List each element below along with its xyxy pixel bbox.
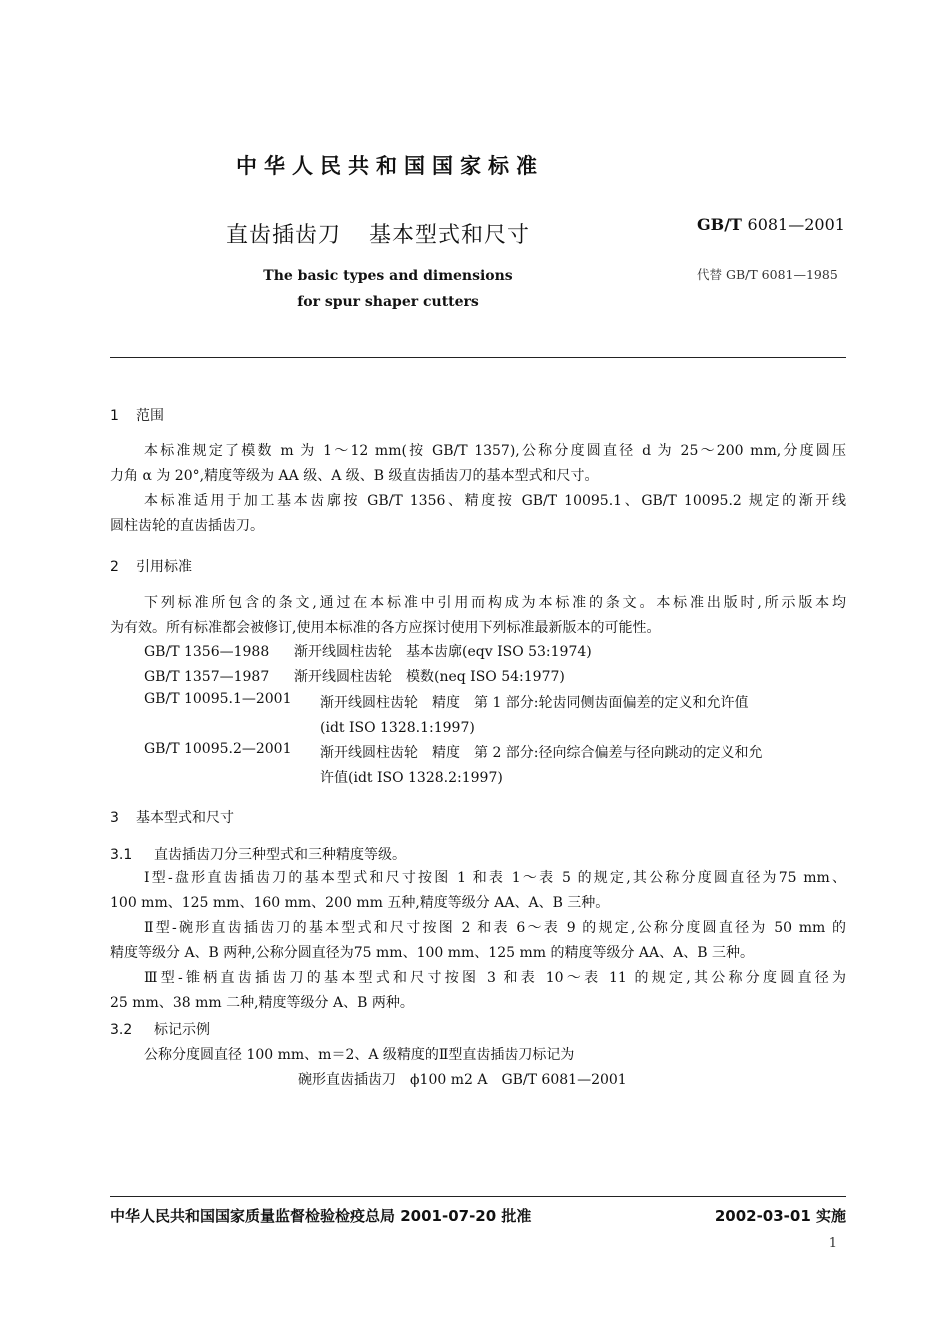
national-standard-heading: 中华人民共和国国家标准: [236, 154, 544, 178]
s1-para1-line1: 本标准规定了模数 m 为 1～12 mm(按 GB/T 1357),公称分度圆直径 d 为 25～200 mm,分度圆压: [144, 443, 846, 459]
type3-line1: Ⅲ型-锥柄直齿插齿刀的基本型式和尺寸按图 3 和表 10～表 11 的规定,其公称分度圆直径为: [144, 970, 846, 986]
reference-text-block: [320, 691, 846, 741]
section-1-number: 1: [110, 408, 119, 424]
section-1-title: 范围: [136, 408, 164, 424]
s1-para1-line2: 力角 α 为 20°,精度等级为 AA 级、A 级、B 级直齿插齿刀的基本型式和尺寸。: [110, 468, 599, 484]
section-2-number: 2: [110, 559, 119, 575]
reference-text-block: [320, 741, 846, 791]
ref-text: 渐开线圆柱齿轮 精度 第 2 部分:径向综合偏差与径向跳动的定义和允: [320, 745, 763, 761]
effective-date: 2002-03-01 实施: [714, 1207, 846, 1225]
subsection-3-1-number: 3.1: [110, 847, 133, 863]
section-2-title: 引用标准: [136, 559, 192, 575]
subsection-3-2-number: 3.2: [110, 1022, 133, 1038]
section-3-title: 基本型式和尺寸: [136, 810, 234, 826]
marking-example: 碗形直齿插齿刀 ϕ100 m2 A GB/T 6081—2001: [298, 1072, 627, 1088]
s2-para1-line1: 下列标准所包含的条文,通过在本标准中引用而构成为本标准的条文。本标准出版时,所示版本均: [144, 595, 846, 611]
reference-item: [144, 641, 592, 661]
reference-item: [144, 666, 565, 686]
section-2-heading: [110, 556, 192, 576]
ref-text: 渐开线圆柱齿轮 精度 第 1 部分:轮齿同侧齿面偏差的定义和允许值: [320, 695, 749, 711]
section-1-heading: [110, 405, 164, 425]
issued-by: 中华人民共和国国家质量监督检验检疫总局 2001-07-20 批准: [110, 1207, 532, 1225]
ref-code: GB/T 1356—1988: [144, 644, 270, 660]
s2-para1-line2: 为有效。所有标准都会被修订,使用本标准的各方应探讨使用下列标准最新版本的可能性。: [110, 620, 661, 636]
marking-example-intro: 公称分度圆直径 100 mm、m＝2、A 级精度的Ⅱ型直齿插齿刀标记为: [144, 1047, 575, 1063]
english-title-line-2: for spur shaper cutters: [297, 294, 479, 310]
standard-number: [697, 215, 845, 234]
gb-number: 6081—2001: [747, 215, 845, 234]
subsection-3-1: [110, 844, 406, 864]
ref-code: GB/T 10095.1—2001: [144, 691, 292, 707]
page-number: 1: [828, 1236, 837, 1251]
title-part-2: 基本型式和尺寸: [369, 223, 531, 248]
ref-code: GB/T 10095.2—2001: [144, 741, 292, 757]
footer-divider: [110, 1196, 846, 1197]
s1-para2-line2: 圆柱齿轮的直齿插齿刀。: [110, 518, 264, 534]
reference-item: [144, 691, 320, 707]
ref-code: GB/T 1357—1987: [144, 669, 270, 685]
type1-line1: Ⅰ型-盘形直齿插齿刀的基本型式和尺寸按图 1 和表 1～表 5 的规定,其公称分度圆直径为75 mm、: [144, 870, 846, 886]
header-divider: [110, 357, 846, 358]
replaces-note: 代替 GB/T 6081—1985: [697, 267, 838, 282]
section-3-heading: [110, 807, 234, 827]
ref-text: 渐开线圆柱齿轮 基本齿廓(eqv ISO 53:1974): [294, 644, 592, 660]
subsection-3-1-title: 直齿插齿刀分三种型式和三种精度等级。: [154, 847, 406, 863]
type2-line1: Ⅱ型-碗形直齿插齿刀的基本型式和尺寸按图 2 和表 6～表 9 的规定,公称分度圆直径为 50 mm 的: [144, 920, 846, 936]
ref-text-cont: 许值(idt ISO 1328.2:1997): [320, 770, 503, 786]
reference-item: [144, 741, 320, 757]
type2-line2: 精度等级分 A、B 两种,公称分圆直径为75 mm、100 mm、125 mm 的精度等级分 AA、A、B 三种。: [110, 945, 754, 961]
english-title-line-1: The basic types and dimensions: [263, 268, 513, 284]
ref-text: 渐开线圆柱齿轮 模数(neq ISO 54:1977): [294, 669, 565, 685]
section-3-number: 3: [110, 810, 119, 826]
title-part-1: 直齿插齿刀: [226, 223, 342, 248]
document-title: [226, 218, 530, 249]
type3-line2: 25 mm、38 mm 二种,精度等级分 A、B 两种。: [110, 995, 414, 1011]
type1-line2: 100 mm、125 mm、160 mm、200 mm 五种,精度等级分 AA、A、B 三种。: [110, 895, 610, 911]
subsection-3-2-title: 标记示例: [154, 1022, 210, 1038]
gb-prefix: GB/T: [697, 215, 742, 234]
s1-para2-line1: 本标准适用于加工基本齿廓按 GB/T 1356、精度按 GB/T 10095.1、GB/T 10095.2 规定的渐开线: [144, 493, 846, 509]
subsection-3-2: [110, 1019, 210, 1039]
ref-text-cont: (idt ISO 1328.1:1997): [320, 720, 475, 736]
